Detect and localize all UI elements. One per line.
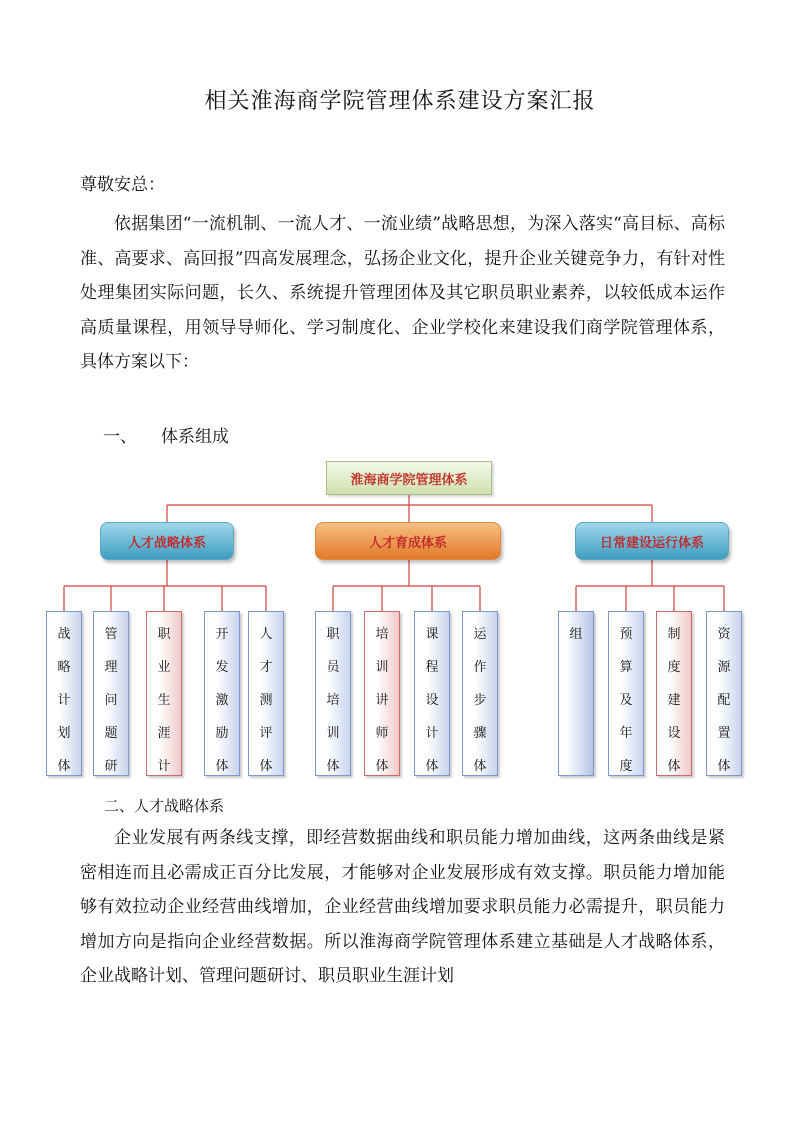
document-title: 相关淮海商学院管理体系建设方案汇报 [204,89,596,114]
org-leaf-char: 体 [667,759,681,774]
org-leaf-char: 职 [157,627,171,642]
org-leaf-node [364,611,400,776]
org-leaf-node [656,611,692,776]
org-leaf-char: 建 [667,693,681,708]
org-leaf-node [706,611,742,776]
org-leaf-char: 题 [104,726,118,741]
org-leaf-char: 体 [375,759,389,774]
org-leaf-char: 步 [473,693,487,708]
org-node-talent-strategy: 人才战略体系 [100,522,234,560]
org-root-node: 淮海商学院管理体系 [326,461,492,495]
org-leaf-char: 体 [259,759,273,774]
org-leaf-char: 问 [104,693,118,708]
org-leaf-char: 体 [57,759,71,774]
org-leaf-char: 骤 [473,726,487,741]
section-heading-2: 二、人才战略体系 [104,797,225,815]
org-leaf-char: 置 [717,726,731,741]
org-leaf-char: 训 [375,660,389,675]
org-leaf-char: 程 [425,660,439,675]
org-leaf-char: 配 [717,693,731,708]
org-leaf-char: 及 [619,693,633,708]
org-leaf-node [462,611,498,776]
org-leaf-node [146,611,182,776]
org-leaf-char: 讲 [375,693,389,708]
org-leaf-char: 预 [619,627,633,642]
org-leaf-char: 理 [104,660,118,675]
org-leaf-char: 人 [259,627,273,642]
org-leaf-char: 计 [57,693,71,708]
org-leaf-char: 战 [57,627,71,642]
org-leaf-char: 设 [667,726,681,741]
org-leaf-char: 涯 [157,726,171,741]
org-leaf-node [204,611,240,776]
org-leaf-char: 组 [569,627,583,642]
org-leaf-char: 业 [157,660,171,675]
org-leaf-node [46,611,82,776]
org-leaf-node [248,611,284,776]
section-number: 一、 [103,427,137,447]
org-leaf-char: 度 [619,759,633,774]
intro-paragraph: 依据集团“一流机制、一流人才、一流业绩”战略思想，为深入落实“高目标、高标准、高要求、高回报”四高发展理念，弘扬企业文化，提升企业关键竞争力，有针对性处理集团实际问题，长久、系统提升管理团体及其它职员职业素养，以较低成本运作高质量课程，用领导导师化、学习制度化、企业学校化来建设我们商学院管理体系，具体方案以下： [80,214,725,373]
org-leaf-node [315,611,351,776]
org-leaf-char: 计 [157,759,171,774]
org-leaf-char: 激 [215,693,229,708]
org-leaf-char: 运 [473,627,487,642]
org-leaf-char: 作 [473,660,487,675]
org-leaf-char: 计 [425,726,439,741]
org-leaf-char: 体 [215,759,229,774]
org-leaf-char: 制 [667,627,681,642]
org-leaf-char: 资 [717,627,731,642]
org-leaf-char: 源 [717,660,731,675]
org-leaf-char: 培 [326,693,340,708]
org-leaf-char: 设 [425,693,439,708]
org-leaf-char: 测 [259,693,273,708]
org-leaf-char: 度 [667,660,681,675]
org-leaf-char: 员 [326,660,340,675]
org-leaf-char: 管 [104,627,118,642]
org-leaf-node [93,611,129,776]
org-leaf-char: 划 [57,726,71,741]
org-leaf-char: 研 [104,759,118,774]
org-leaf-char: 开 [215,627,229,642]
org-leaf-char: 课 [425,627,439,642]
org-leaf-char: 体 [717,759,731,774]
salutation: 尊敬安总： [80,175,165,195]
org-leaf-char: 体 [425,759,439,774]
org-leaf-char: 培 [375,627,389,642]
org-leaf-char: 师 [375,726,389,741]
org-leaf-char: 体 [473,759,487,774]
org-leaf-char: 评 [259,726,273,741]
org-leaf-char: 训 [326,726,340,741]
talent-strategy-paragraph: 企业发展有两条线支撑，即经营数据曲线和职员能力增加曲线，这两条曲线是紧密相连而且必需成正百分比发展，才能够对企业发展形成有效支撑。职员能力增加能够有效拉动企业经营曲线增加，企业经营曲线增加要求职员能力必需提升，职员能力增加方向是指向企业经营数据。所以淮海商学院管理体系建立基础是人才战略体系，企业战略计划、管理问题研讨、职员职业生涯计划 [80,828,725,987]
org-leaf-char: 生 [157,693,171,708]
org-leaf-char: 算 [619,660,633,675]
org-leaf-node [558,611,594,776]
org-leaf-char: 发 [215,660,229,675]
org-leaf-char: 才 [259,660,273,675]
org-node-daily-operation: 日常建设运行体系 [575,522,729,560]
org-leaf-node [414,611,450,776]
org-leaf-char: 体 [326,759,340,774]
org-leaf-node [608,611,644,776]
org-leaf-char: 年 [619,726,633,741]
org-leaf-char: 励 [215,726,229,741]
org-leaf-char: 职 [326,627,340,642]
org-leaf-char: 略 [57,660,71,675]
section-title: 体系组成 [161,427,229,447]
org-node-talent-development: 人才育成体系 [315,522,501,560]
